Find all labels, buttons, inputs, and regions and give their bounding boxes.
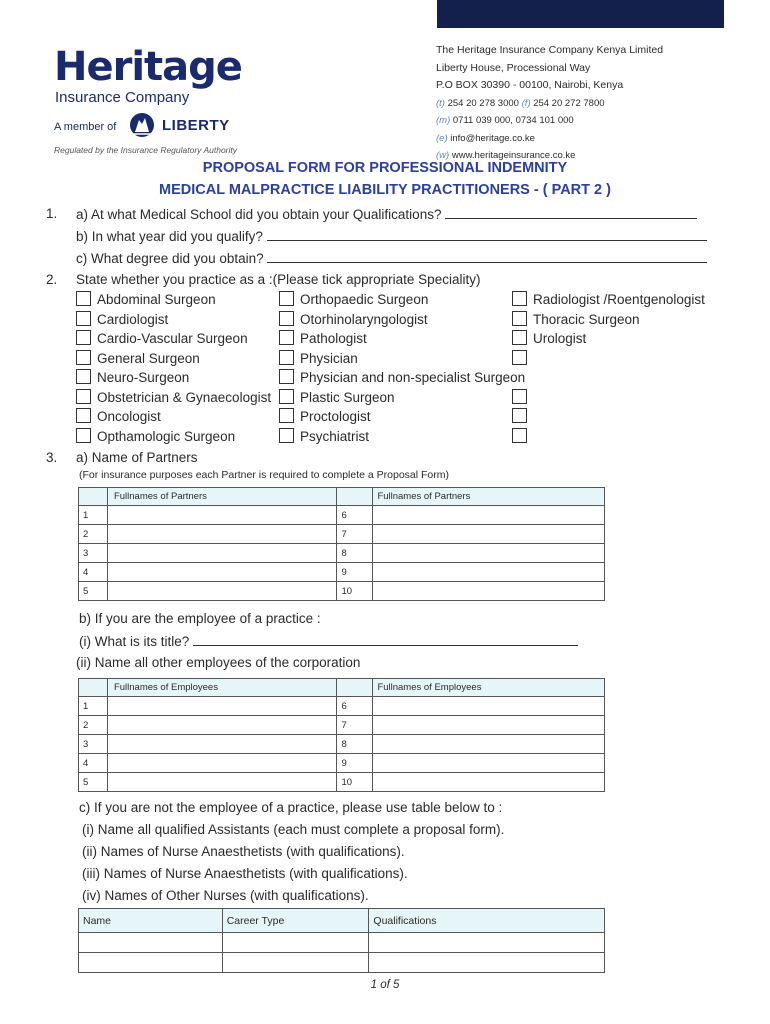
speciality-option[interactable]: Proctologist [279,408,371,424]
employee-name-cell[interactable] [373,754,605,773]
speciality-option[interactable]: Physician and non-specialist Surgeon [279,369,525,385]
tel-value: 254 20 278 3000 [447,97,519,109]
checkbox[interactable] [76,369,91,384]
staff-name-cell[interactable] [79,953,223,973]
qualify-year-field[interactable] [267,228,707,241]
partner-name-cell[interactable] [373,525,605,544]
qualifications-cell[interactable] [369,933,605,953]
speciality-option[interactable]: Psychiatrist [279,428,369,444]
phone-line [436,95,663,113]
checkbox[interactable] [512,311,527,326]
question-3c-label: c) If you are not the employee of a practice, please use table below to : [79,800,503,815]
mobile-value: 0711 039 000, 0734 101 000 [452,115,574,126]
row-number: 3 [79,544,108,563]
question-2-number: 2. [46,272,58,287]
checkbox[interactable] [279,311,294,326]
partner-name-cell[interactable] [107,525,337,544]
partners-table [78,487,605,601]
row-number: 8 [337,735,373,754]
liberty-logo-icon [127,112,157,143]
row-number: 5 [79,773,108,792]
fax-label: (f) [521,97,531,109]
web-label: (w) [436,150,450,161]
email-line [436,130,663,148]
question-3b-i-label: (i) What is its title? [79,634,190,649]
checkbox[interactable] [512,408,527,423]
column-header: Qualifications [369,909,605,933]
table-row [79,933,605,953]
checkbox[interactable] [512,291,527,306]
speciality-option[interactable]: Oncologist [76,408,161,424]
question-3c-item: (i) Name all qualified Assistants (each must complete a proposal form). [82,822,505,837]
checkbox[interactable] [279,389,294,404]
row-number: 10 [337,773,373,792]
speciality-option[interactable]: Plastic Surgeon [279,389,395,405]
logo-subtitle: Insurance Company [55,89,190,106]
mobile-label: (m) [436,115,451,126]
partner-name-cell[interactable] [373,544,605,563]
partner-name-cell[interactable] [373,563,605,582]
row-number: 4 [79,754,108,773]
speciality-option[interactable]: Urologist [512,330,586,346]
employee-name-cell[interactable] [373,735,605,754]
employee-name-cell[interactable] [107,773,337,792]
checkbox[interactable] [279,369,294,384]
row-number: 2 [79,525,108,544]
question-3c-item: (ii) Names of Nurse Anaesthetists (with qualifications). [82,844,405,859]
checkbox[interactable] [512,350,527,365]
table-row [79,506,605,525]
question-1c-label: c) What degree did you obtain? [76,251,264,266]
table-header-row [79,679,605,697]
question-1c [76,250,707,266]
staff-name-cell[interactable] [79,933,223,953]
question-3-number: 3. [46,450,58,465]
checkbox[interactable] [279,291,294,306]
column-header: Fullnames of Partners [373,488,605,506]
company-name: The Heritage Insurance Company Kenya Limited [436,44,664,56]
row-number: 10 [337,582,373,601]
speciality-option[interactable]: Orthopaedic Surgeon [279,291,428,307]
employee-name-cell[interactable] [107,735,337,754]
partner-name-cell[interactable] [107,582,337,601]
form-title-line-1: PROPOSAL FORM FOR PROFESSIONAL INDEMNITY [202,160,568,176]
speciality-option-blank[interactable] [512,408,533,424]
heritage-logo: Heritage [54,44,242,90]
checkbox[interactable] [76,428,91,443]
column-header: Fullnames of Employees [373,679,605,697]
speciality-option[interactable]: General Surgeon [76,350,200,366]
speciality-option[interactable]: Pathologist [279,330,367,346]
table-row [79,697,605,716]
speciality-option-blank[interactable] [512,428,533,444]
row-number: 4 [79,563,108,582]
checkbox[interactable] [76,350,91,365]
member-of-label: A member of [54,121,117,133]
row-number: 6 [337,697,373,716]
medical-school-field[interactable] [445,206,697,219]
table-header-row [79,909,605,933]
checkbox[interactable] [76,311,91,326]
speciality-option[interactable]: Obstetrician & Gynaecologist [76,389,271,405]
partner-name-cell[interactable] [373,582,605,601]
row-number: 9 [337,754,373,773]
partner-name-cell[interactable] [107,544,337,563]
speciality-option[interactable]: Cardiologist [76,311,168,327]
employee-name-cell[interactable] [373,773,605,792]
regulator-note: Regulated by the Insurance Regulatory Authority [54,145,238,155]
employee-name-cell[interactable] [373,716,605,735]
checkbox[interactable] [279,350,294,365]
question-3b-ii-label: (ii) Name all other employees of the corporation [76,655,361,670]
question-2-label: State whether you practice as a :(Please tick appropriate Speciality) [76,272,481,287]
speciality-option[interactable]: Thoracic Surgeon [512,311,640,327]
column-header: Fullnames of Partners [107,488,337,506]
question-3c-item: (iii) Names of Nurse Anaesthetists (with qualifications). [82,866,408,881]
fax-value: 254 20 272 7800 [533,97,605,109]
question-3c-item: (iv) Names of Other Nurses (with qualifications). [82,888,369,903]
table-row [79,582,605,601]
speciality-option-blank[interactable] [512,350,533,366]
row-number: 7 [337,525,373,544]
table-row [79,953,605,973]
table-header-row [79,488,605,506]
question-1-number: 1. [46,206,58,221]
question-1a-label: a) At what Medical School did you obtain your Qualifications? [76,207,442,222]
row-number: 5 [79,582,108,601]
row-number: 2 [79,716,108,735]
column-header: Name [79,909,223,933]
question-3a-label: a) Name of Partners [76,450,198,465]
row-number: 9 [337,563,373,582]
speciality-option-blank[interactable] [512,389,533,405]
checkbox[interactable] [76,330,91,345]
table-row [79,544,605,563]
table-row [79,754,605,773]
employee-name-cell[interactable] [373,697,605,716]
question-3b-i [79,633,578,649]
checkbox[interactable] [76,408,91,423]
question-1b [76,228,707,244]
column-header: Fullnames of Employees [107,679,337,697]
checkbox[interactable] [76,291,91,306]
speciality-option[interactable]: Neuro-Surgeon [76,369,189,385]
checkbox[interactable] [76,389,91,404]
contact-block [436,42,663,165]
row-number: 1 [79,697,108,716]
checkbox[interactable] [279,330,294,345]
checkbox[interactable] [279,408,294,423]
speciality-option[interactable]: Cardio-Vascular Surgeon [76,330,248,346]
employee-name-cell[interactable] [107,716,337,735]
employee-name-cell[interactable] [107,697,337,716]
checkbox[interactable] [512,330,527,345]
liberty-logo-text: LIBERTY [162,117,230,134]
employee-name-cell[interactable] [107,754,337,773]
degree-field[interactable] [267,250,707,263]
checkbox[interactable] [279,428,294,443]
row-number: 3 [79,735,108,754]
email-label: (e) [436,132,448,144]
table-row [79,716,605,735]
career-type-cell[interactable] [222,933,369,953]
staff-table [78,908,605,973]
address-line-1: Liberty House, Processional Way [436,61,591,74]
form-title-line-2: MEDICAL MALPRACTICE LIABILITY PRACTITIONERS - ( PART 2 ) [159,182,611,198]
row-number: 7 [337,716,373,735]
web-link[interactable]: www.heritageinsurance.co.ke [451,150,576,161]
question-3b-label: b) If you are the employee of a practice : [79,611,321,626]
row-number: 6 [337,506,373,525]
table-row [79,735,605,754]
page-number: 1 of 5 [370,979,400,991]
career-type-cell[interactable] [222,953,369,973]
speciality-option[interactable]: Physician [279,350,358,366]
practice-title-field[interactable] [193,633,578,646]
qualifications-cell[interactable] [369,953,605,973]
email-link[interactable]: info@heritage.co.ke [450,132,535,144]
employees-table [78,678,605,792]
checkbox[interactable] [512,389,527,404]
partner-name-cell[interactable] [107,506,337,525]
partners-note: (For insurance purposes each Partner is required to complete a Proposal Form) [79,469,450,481]
table-row [79,773,605,792]
mobile-line [436,112,663,130]
tel-label: (t) [436,97,445,109]
speciality-option[interactable]: Otorhinolaryngologist [279,311,428,327]
partner-name-cell[interactable] [373,506,605,525]
speciality-option[interactable]: Radiologist /Roentgenologist [512,291,705,307]
address-line-2: P.O BOX 30390 - 00100, Nairobi, Kenya [436,79,624,91]
row-number: 8 [337,544,373,563]
question-1b-label: b) In what year did you qualify? [76,229,263,244]
header-bar [437,0,724,28]
partner-name-cell[interactable] [107,563,337,582]
row-number: 1 [79,506,108,525]
speciality-option[interactable]: Abdominal Surgeon [76,291,216,307]
checkbox[interactable] [512,428,527,443]
table-row [79,563,605,582]
speciality-option[interactable]: Opthamologic Surgeon [76,428,235,444]
table-row [79,525,605,544]
question-1a [76,206,697,222]
column-header: Career Type [222,909,369,933]
